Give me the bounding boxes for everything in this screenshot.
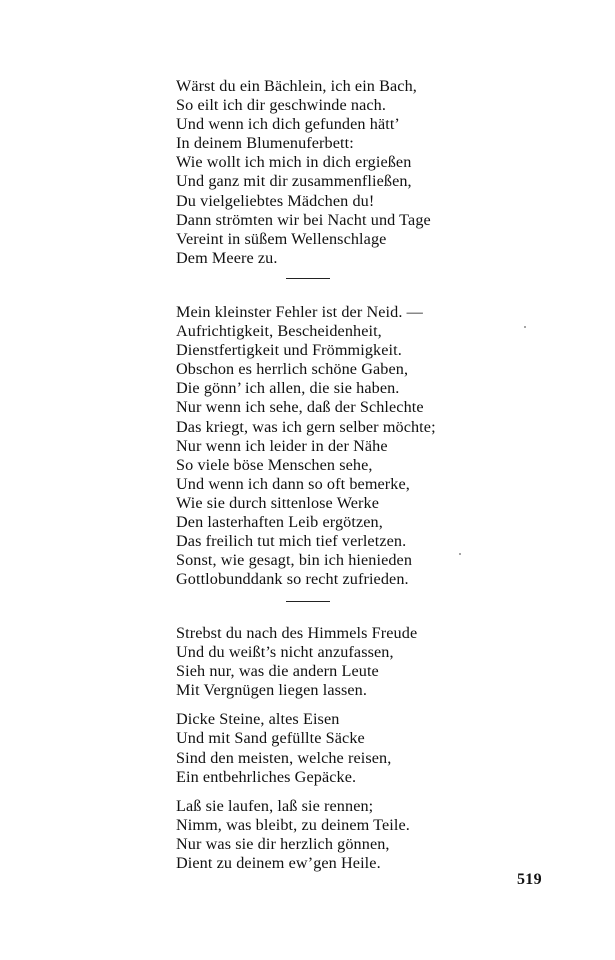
page-number: 519 bbox=[517, 871, 542, 888]
poem-line: Und ganz mit dir zusammenfließen, bbox=[176, 172, 412, 191]
poem-line: In deinem Blumenuferbett: bbox=[176, 134, 354, 153]
poem-line: Strebst du nach des Himmels Freude bbox=[176, 624, 418, 642]
poem-line: Laß sie laufen, laß sie rennen; bbox=[176, 796, 374, 815]
stanza-gap bbox=[176, 787, 496, 797]
section-divider bbox=[286, 278, 330, 279]
poem-line: Und du weißt’s nicht anzufassen, bbox=[176, 643, 394, 662]
poem-line: Dienstfertigkeit und Frömmigkeit. bbox=[176, 341, 402, 360]
poem-line: Dem Meere zu. bbox=[176, 248, 278, 267]
stanza-gap bbox=[176, 700, 496, 710]
poem-line: Das freilich tut mich tief verletzen. bbox=[176, 532, 407, 551]
poem-line: Gottlobunddank so recht zufrieden. bbox=[176, 570, 409, 589]
poem-line: Und wenn ich dich gefunden hätt’ bbox=[176, 115, 400, 134]
poem-line: Dicke Steine, altes Eisen bbox=[176, 710, 340, 729]
poem-line: Vereint in süßem Wellenschlage bbox=[176, 229, 387, 248]
poem-line: Mit Vergnügen liegen lassen. bbox=[176, 681, 368, 700]
poem-line: Dient zu deinem ew’gen Heile. bbox=[176, 854, 381, 873]
poem-line: Und wenn ich dann so oft bemerke, bbox=[176, 474, 410, 493]
poem-line: Nur wenn ich leider in der Nähe bbox=[176, 436, 388, 455]
poem-line: Wie wollt ich mich in dich ergießen bbox=[176, 153, 412, 172]
scan-speck bbox=[524, 326, 526, 328]
poem-line: Sieh nur, was die andern Leute bbox=[176, 662, 379, 681]
poem-line: Sonst, wie gesagt, bin ich hienieden bbox=[176, 551, 413, 570]
poem-line: Nur wenn ich sehe, daß der Schlechte bbox=[176, 398, 424, 417]
poem-line: Du vielgeliebtes Mädchen du! bbox=[176, 191, 375, 210]
poem-neid bbox=[176, 303, 496, 589]
poem-line: Dann strömten wir bei Nacht und Tage bbox=[176, 210, 431, 229]
poem-line: Aufrichtigkeit, Bescheidenheit, bbox=[176, 322, 382, 341]
poem-himmels-freude bbox=[176, 624, 496, 873]
poem-line: Sind den meisten, welche reisen, bbox=[176, 748, 392, 767]
poem-line: Und mit Sand gefüllte Säcke bbox=[176, 729, 365, 748]
poem-line: Wie sie durch sittenlose Werke bbox=[176, 493, 380, 512]
poem-line: So eilt ich dir geschwinde nach. bbox=[176, 96, 386, 115]
poem-baechlein bbox=[176, 77, 496, 268]
section-divider bbox=[286, 601, 330, 602]
poem-line: Den lasterhaften Leib ergötzen, bbox=[176, 513, 383, 532]
poem-line: Nimm, was bleibt, zu deinem Teile. bbox=[176, 815, 410, 834]
poem-line: Wärst du ein Bächlein, ich ein Bach, bbox=[176, 77, 417, 95]
poem-line: So viele böse Menschen sehe, bbox=[176, 455, 373, 474]
scan-speck bbox=[459, 553, 461, 555]
poem-line: Obschon es herrlich schöne Gaben, bbox=[176, 360, 409, 379]
poem-line: Das kriegt, was ich gern selber möchte; bbox=[176, 417, 436, 436]
poem-line: Ein entbehrliches Gepäcke. bbox=[176, 767, 357, 786]
poem-line: Die gönn’ ich allen, die sie haben. bbox=[176, 379, 400, 398]
poem-line: Mein kleinster Fehler ist der Neid. — bbox=[176, 303, 423, 321]
poem-line: Nur was sie dir herzlich gönnen, bbox=[176, 834, 390, 853]
